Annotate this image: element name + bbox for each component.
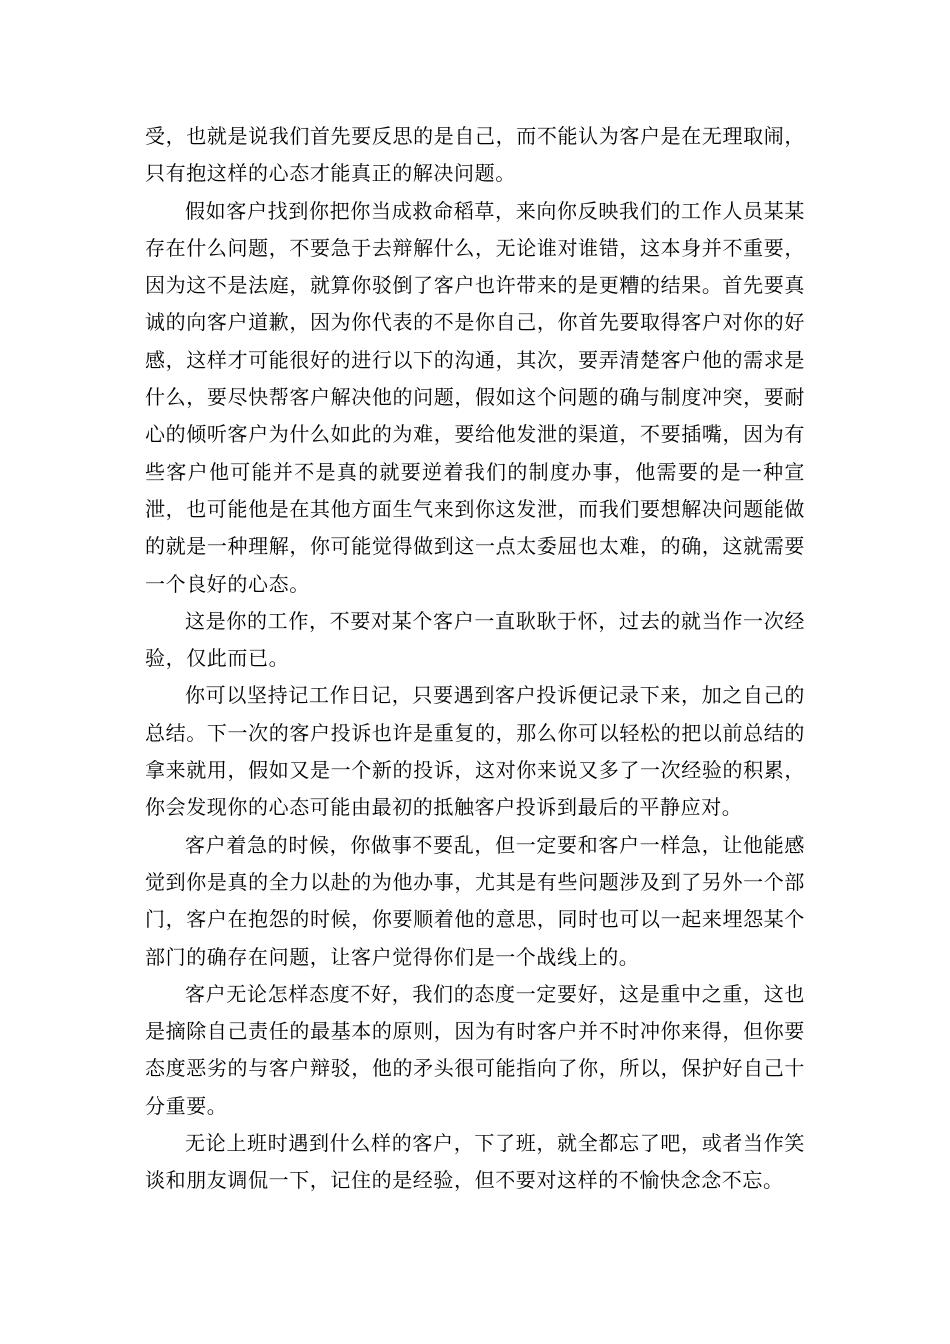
- paragraph: 假如客户找到你把你当成救命稻草，来向你反映我们的工作人员某某存在什么问题，不要急于去辩解什么，无论谁对谁错，这本身并不重要，因为这不是法庭，就算你驳倒了客户也许带来的是更糟的结果。首先要真诚的向客户道歉，因为你代表的不是你自己，你首先要取得客户对你的好感，这样才可能很好的进行以下的沟通，其次，要弄清楚客户他的需求是什么，要尽快帮客户解决他的问题，假如这个问题的确与制度冲突，要耐心的倾听客户为什么如此的为难，要给他发泄的渠道，不要插嘴，因为有些客户他可能并不是真的就要逆着我们的制度办事，他需要的是一种宣泄，也可能他是在其他方面生气来到你这发泄，而我们要想解决问题能做的就是一种理解，你可能觉得做到这一点太委屈也太难，的确，这就需要一个良好的心态。: [145, 198, 805, 596]
- paragraph: 你可以坚持记工作日记，只要遇到客户投诉便记录下来，加之自己的总结。下一次的客户投诉也许是重复的，那么你可以轻松的把以前总结的拿来就用，假如又是一个新的投诉，这对你来说又多了一次经验的积累，你会发现你的心态可能由最初的抵触客户投诉到最后的平静应对。: [145, 683, 805, 820]
- paragraph: 客户着急的时候，你做事不要乱，但一定要和客户一样急，让他能感觉到你是真的全力以赴的为他办事，尤其是有些问题涉及到了另外一个部门，客户在抱怨的时候，你要顺着他的意思，同时也可以一起来埋怨某个部门的确存在问题，让客户觉得你们是一个战线上的。: [145, 832, 805, 969]
- paragraph: 无论上班时遇到什么样的客户，下了班，就全都忘了吧，或者当作笑谈和朋友调侃一下，记住的是经验，但不要对这样的不愉快念念不忘。: [145, 1131, 805, 1193]
- paragraph: 客户无论怎样态度不好，我们的态度一定要好，这是重中之重，这也是摘除自己责任的最基本的原则，因为有时客户并不时冲你来得，但你要态度恶劣的与客户辩驳，他的矛头很可能指向了你，所以，保护好自己十分重要。: [145, 981, 805, 1118]
- paragraph: 这是你的工作，不要对某个客户一直耿耿于怀，过去的就当作一次经验，仅此而已。: [145, 608, 805, 671]
- document-body: [145, 118, 805, 1200]
- paragraph: 受，也就是说我们首先要反思的是自己，而不能认为客户是在无理取闹，只有抱这样的心态才能真正的解决问题。: [145, 124, 805, 186]
